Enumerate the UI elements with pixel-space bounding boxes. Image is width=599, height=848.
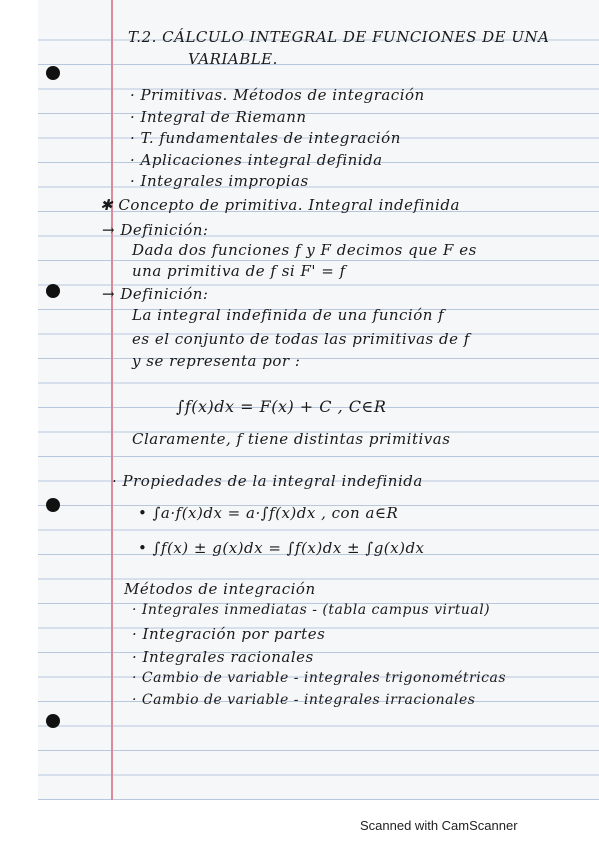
binder-hole xyxy=(46,66,60,80)
note-label: → Definición: xyxy=(102,285,209,303)
note-line: Claramente, f tiene distintas primitivas xyxy=(132,430,451,448)
note-title: T.2. CÁLCULO INTEGRAL DE FUNCIONES DE UNA xyxy=(128,28,550,46)
formula: • ∫f(x) ± g(x)dx = ∫f(x)dx ± ∫g(x)dx xyxy=(138,539,425,557)
note-heading: · Propiedades de la integral indefinida xyxy=(112,472,423,490)
scanner-watermark: Scanned with CamScanner xyxy=(360,818,518,833)
note-line: · Integrales racionales xyxy=(132,648,314,666)
note-label: → Definición: xyxy=(102,221,209,239)
note-line: una primitiva de f si F' = f xyxy=(132,262,346,280)
note-line: · Cambio de variable - integrales irracionales xyxy=(132,692,476,708)
note-heading: ✱ Concepto de primitiva. Integral indefinida xyxy=(100,196,460,214)
formula: ∫f(x)dx = F(x) + C , C∈R xyxy=(176,397,387,416)
note-line: · Aplicaciones integral definida xyxy=(130,151,383,169)
note-heading: Métodos de integración xyxy=(124,580,316,598)
note-line: · Integrales impropias xyxy=(130,172,309,190)
note-line: · Integrales inmediatas - (tabla campus virtual) xyxy=(132,602,491,618)
note-line: La integral indefinida de una función f xyxy=(132,306,445,324)
binder-hole xyxy=(46,284,60,298)
formula: • ∫a·f(x)dx = a·∫f(x)dx , con a∈R xyxy=(138,504,399,522)
note-line: · Integral de Riemann xyxy=(130,108,307,126)
binder-hole xyxy=(46,498,60,512)
note-line: Dada dos funciones f y F decimos que F es xyxy=(132,241,477,259)
note-line: · T. fundamentales de integración xyxy=(130,129,401,147)
note-line: · Integración por partes xyxy=(132,625,326,643)
binder-hole xyxy=(46,714,60,728)
note-line: · Cambio de variable - integrales trigonométricas xyxy=(132,670,507,686)
note-line: · Primitivas. Métodos de integración xyxy=(130,86,425,104)
note-line: es el conjunto de todas las primitivas de f xyxy=(132,330,470,348)
note-line: y se representa por : xyxy=(132,352,301,370)
margin-line xyxy=(111,0,113,800)
note-title-cont: VARIABLE. xyxy=(188,50,278,68)
